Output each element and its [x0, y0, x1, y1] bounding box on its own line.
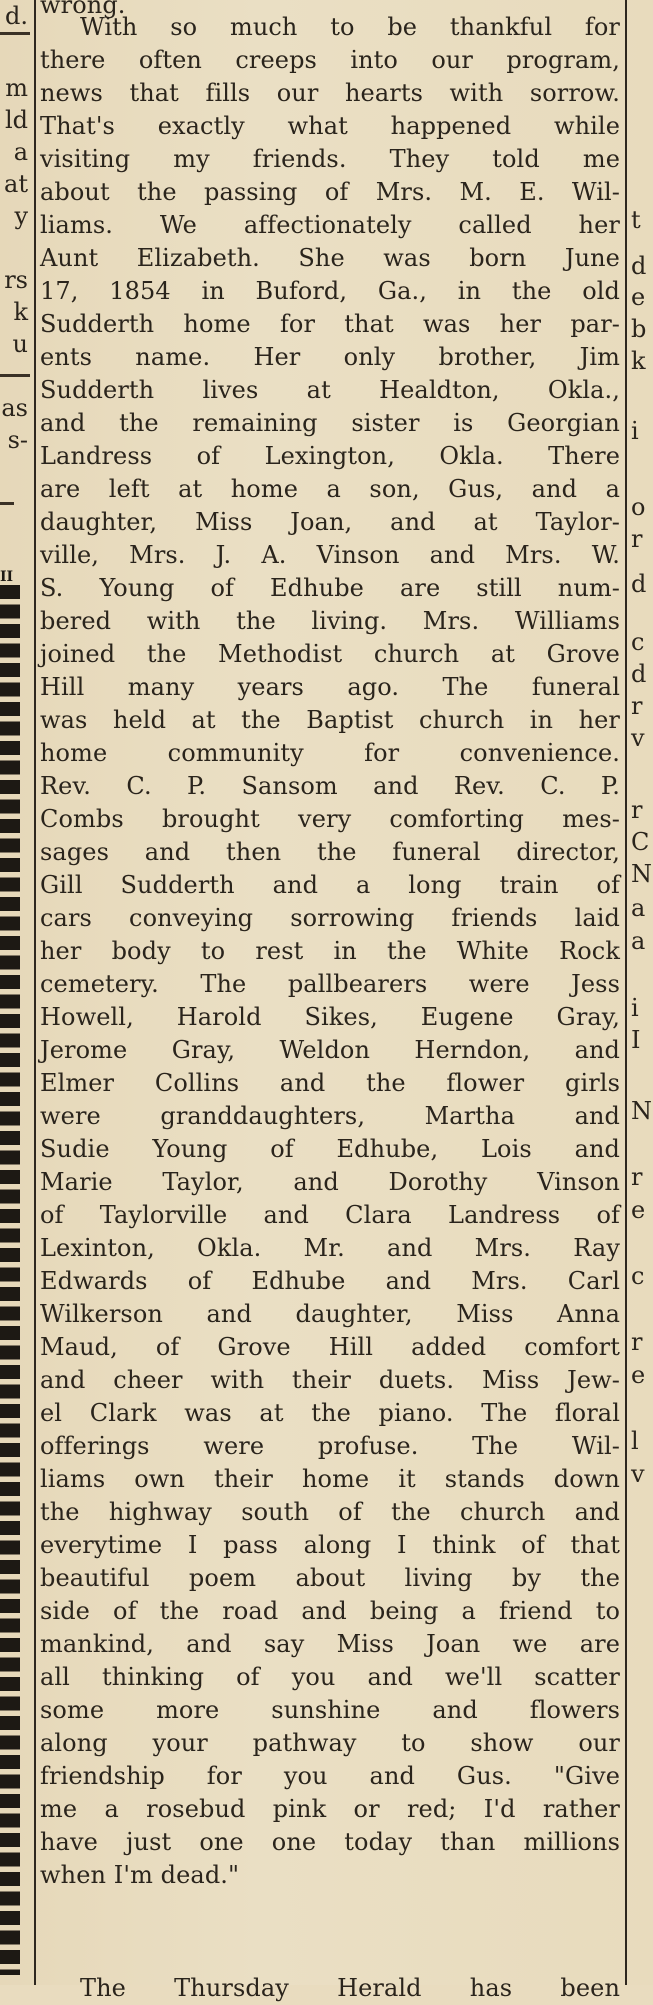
article-line: friendship for you and Gus. "Give [40, 1762, 620, 1790]
article-line: home community for convenience. [40, 739, 620, 767]
article-line: Jerome Gray, Weldon Herndon, and [40, 1036, 620, 1064]
left-fragment: II [0, 569, 14, 585]
right-fragment: i [631, 994, 639, 1022]
article-line: el Clark was at the piano. The floral [40, 1399, 620, 1427]
article-line: That's exactly what happened while [40, 112, 620, 140]
column-rule [0, 374, 30, 377]
right-fragment: e [631, 1361, 646, 1389]
right-fragment: e [631, 1196, 646, 1224]
right-fragment: I [631, 1026, 641, 1054]
column-rule [0, 502, 14, 505]
article-line: The Thursday Herald has been [80, 1974, 620, 2002]
right-fragment: e [631, 283, 646, 311]
article-line: liams own their home it stands down [40, 1465, 620, 1493]
article-line: With so much to be thankful for [80, 13, 620, 41]
article-line: joined the Methodist church at Grove [40, 640, 620, 668]
article-line: Maud, of Grove Hill added comfort [40, 1333, 620, 1361]
right-fragment: r [631, 1328, 643, 1356]
right-fragment: i [631, 417, 639, 445]
left-fragment: u [12, 330, 28, 358]
article-line: bered with the living. Mrs. Williams [40, 607, 620, 635]
article-line: S. Young of Edhube are still num- [40, 574, 620, 602]
right-fragment: r [631, 1163, 643, 1191]
right-fragment: b [631, 315, 647, 343]
left-fragment: d. [5, 2, 28, 30]
column-divider [625, 0, 627, 1985]
article-line: and cheer with their duets. Miss Jew- [40, 1366, 620, 1394]
right-fragment: t [631, 206, 641, 234]
article-line: are left at home a son, Gus, and a [40, 475, 620, 503]
article-line: Wilkerson and daughter, Miss Anna [40, 1300, 620, 1328]
article-line: mankind, and say Miss Joan we are [40, 1630, 620, 1658]
article-line: me a rosebud pink or red; I'd rather [40, 1795, 620, 1823]
article-line: Rev. C. P. Sansom and Rev. C. P. [40, 772, 620, 800]
article-line: Sudderth lives at Healdton, Okla., [40, 376, 620, 404]
article-line: were granddaughters, Martha and [40, 1102, 620, 1130]
article-line: cemetery. The pallbearers were Jess [40, 970, 620, 998]
article-line: Hill many years ago. The funeral [40, 673, 620, 701]
article-line: sages and then the funeral director, [40, 838, 620, 866]
left-fragment: as [1, 394, 28, 422]
article-line: daughter, Miss Joan, and at Taylor- [40, 508, 620, 536]
left-fragment: k [13, 298, 28, 326]
right-fragment: c [631, 628, 645, 656]
right-fragment: d [631, 660, 647, 688]
article-line: all thinking of you and we'll scatter [40, 1663, 620, 1691]
article-line: ville, Mrs. J. A. Vinson and Mrs. W. [40, 541, 620, 569]
article-line: when I'm dead." [40, 1861, 240, 1889]
article-line: visiting my friends. They told me [40, 145, 620, 173]
left-fragment: at [4, 170, 28, 198]
right-column-fragment [629, 0, 653, 1985]
right-fragment: r [631, 692, 643, 720]
article-line: the highway south of the church and [40, 1498, 620, 1526]
article-line: Edwards of Edhube and Mrs. Carl [40, 1267, 620, 1295]
right-fragment: C [631, 828, 650, 856]
left-fragment: s- [7, 426, 28, 454]
left-column-fragment [0, 0, 32, 1985]
article-line: Marie Taylor, and Dorothy Vinson [40, 1168, 620, 1196]
obituary-article [40, 0, 620, 2002]
article-line: everytime I pass along I think of that [40, 1531, 620, 1559]
right-fragment: r [631, 796, 643, 824]
article-line: beautiful poem about living by the [40, 1564, 620, 1592]
article-line: Sudderth home for that was her par- [40, 310, 620, 338]
column-divider [34, 0, 36, 1985]
article-line: about the passing of Mrs. M. E. Wil- [40, 178, 620, 206]
article-line: of Taylorville and Clara Landress of [40, 1201, 620, 1229]
article-line: have just one one today than millions [40, 1828, 620, 1856]
article-line: Aunt Elizabeth. She was born June [40, 244, 620, 272]
right-fragment: o [631, 493, 646, 521]
article-line: some more sunshine and flowers [40, 1696, 620, 1724]
right-fragment: N [631, 860, 652, 888]
right-fragment: N [631, 1097, 652, 1125]
column-rule [0, 32, 30, 35]
right-fragment: a [631, 927, 646, 955]
article-line: ents name. Her only brother, Jim [40, 343, 620, 371]
right-fragment: k [631, 347, 646, 375]
article-line: side of the road and being a friend to [40, 1597, 620, 1625]
article-line: offerings were profuse. The Wil- [40, 1432, 620, 1460]
right-fragment: d [631, 252, 647, 280]
left-fragment: a [13, 138, 28, 166]
article-line: Howell, Harold Sikes, Eugene Gray, [40, 1003, 620, 1031]
ad-border-strip [0, 585, 20, 1975]
left-fragment: y [14, 202, 28, 230]
article-line: Landress of Lexington, Okla. There [40, 442, 620, 470]
article-line: Gill Sudderth and a long train of [40, 871, 620, 899]
article-line: her body to rest in the White Rock [40, 937, 620, 965]
right-fragment: c [631, 1262, 645, 1290]
left-fragment: ld [4, 106, 28, 134]
right-fragment: a [631, 894, 646, 922]
right-fragment: v [631, 1460, 645, 1488]
article-line: cars conveying sorrowing friends laid [40, 904, 620, 932]
article-line: and the remaining sister is Georgian [40, 409, 620, 437]
right-fragment: l [631, 1427, 639, 1455]
article-line: along your pathway to show our [40, 1729, 620, 1757]
left-fragment: m [5, 74, 28, 102]
article-line: was held at the Baptist church in her [40, 706, 620, 734]
article-line: Sudie Young of Edhube, Lois and [40, 1135, 620, 1163]
right-fragment: d [631, 570, 647, 598]
article-line: wrong. [40, 0, 126, 19]
article-line: news that fills our hearts with sorrow. [40, 79, 620, 107]
article-line: 17, 1854 in Buford, Ga., in the old [40, 277, 620, 305]
article-line: Elmer Collins and the flower girls [40, 1069, 620, 1097]
article-line: liams. We affectionately called her [40, 211, 620, 239]
left-fragment: rs [4, 266, 28, 294]
article-line: Combs brought very comforting mes- [40, 805, 620, 833]
article-line: Lexinton, Okla. Mr. and Mrs. Ray [40, 1234, 620, 1262]
right-fragment: r [631, 525, 643, 553]
right-fragment: v [631, 724, 645, 752]
article-line: there often creeps into our program, [40, 46, 620, 74]
